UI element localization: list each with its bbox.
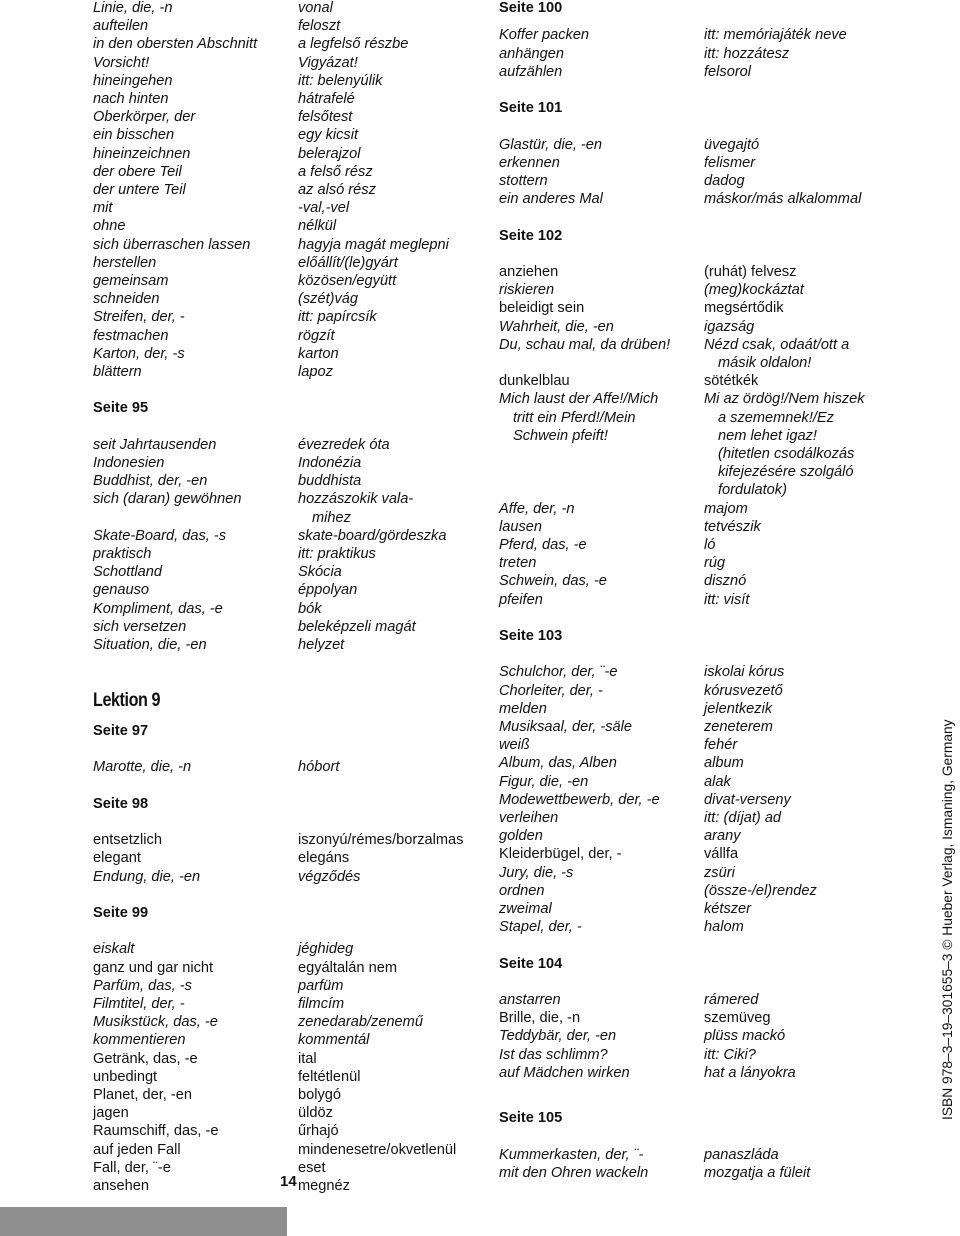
german-term: Kompliment, das, -e: [93, 600, 223, 617]
german-term: festmachen: [93, 327, 169, 344]
german-term: entsetzlich: [93, 832, 162, 849]
hungarian-translation: mihez: [312, 509, 351, 526]
hungarian-translation: bók: [298, 600, 322, 617]
hungarian-translation: hozzászokik vala-: [298, 491, 414, 508]
german-term: blättern: [93, 364, 142, 380]
section-heading: Seite 98: [93, 795, 149, 812]
german-term: ein anderes Mal: [499, 191, 603, 208]
section-heading: Seite 100: [499, 0, 563, 16]
hungarian-translation: disznó: [704, 573, 747, 590]
german-term: Buddhist, der, -en: [93, 473, 208, 490]
hungarian-translation: egyáltalán nem: [298, 959, 397, 976]
german-term: Stapel, der, -: [499, 919, 582, 936]
german-term: aufteilen: [93, 18, 149, 35]
hungarian-translation: buddhista: [298, 473, 362, 490]
german-term: hineinzeichnen: [93, 145, 191, 162]
hungarian-translation: másik oldalon!: [718, 354, 812, 371]
german-term: Teddybär, der, -en: [499, 1028, 617, 1045]
german-term: Raumschiff, das, -e: [93, 1123, 219, 1140]
hungarian-translation: felismer: [704, 154, 756, 171]
hungarian-translation: felsőtest: [298, 109, 353, 126]
german-term: Chorleiter, der, -: [499, 682, 603, 699]
german-term: hineingehen: [93, 72, 173, 89]
hungarian-translation: zsüri: [704, 864, 735, 881]
hungarian-translation: szemüveg: [704, 1010, 771, 1027]
german-term: Du, schau mal, da drüben!: [499, 336, 671, 353]
german-term: treten: [499, 555, 537, 572]
german-term: Indonesien: [93, 455, 165, 471]
german-term: der untere Teil: [93, 182, 186, 198]
hungarian-translation: végződés: [298, 868, 361, 885]
hungarian-translation: a szememnek!/Ez: [718, 409, 834, 426]
german-term: Filmtitel, der, -: [93, 995, 185, 1012]
german-term: ansehen: [93, 1177, 149, 1194]
german-term: anhängen: [499, 45, 564, 62]
hungarian-translation: itt: visít: [704, 591, 750, 608]
hungarian-translation: nem lehet igaz!: [718, 427, 817, 444]
german-term: Planet, der, -en: [93, 1086, 192, 1103]
hungarian-translation: karton: [298, 345, 339, 362]
hungarian-translation: megsértődik: [704, 300, 784, 317]
german-term: Glastür, die, -en: [499, 136, 603, 153]
german-term: seit Jahrtausenden: [93, 436, 217, 453]
hungarian-translation: máskor/más alkalommal: [704, 191, 862, 208]
hungarian-translation: rúg: [704, 555, 726, 572]
hungarian-translation: kifejezésére szolgáló: [718, 464, 854, 481]
german-term: Musiksaal, der, -säle: [499, 718, 633, 735]
german-term: erkennen: [499, 154, 560, 171]
hungarian-translation: itt: papírcsík: [298, 309, 377, 326]
german-term: Schwein, das, -e: [499, 573, 607, 590]
german-term: sich überraschen lassen: [93, 236, 251, 253]
hungarian-translation: hagyja magát meglepni: [298, 236, 449, 253]
german-term: sich versetzen: [93, 618, 187, 635]
hungarian-translation: feloszt: [298, 18, 341, 35]
german-term: lausen: [499, 518, 543, 535]
german-term: Karton, der, -s: [93, 345, 185, 362]
hungarian-translation: helyzet: [298, 637, 345, 653]
hungarian-translation: parfüm: [298, 977, 344, 994]
german-term: Schulchor, der, ¨-e: [499, 664, 618, 681]
hungarian-translation: kétszer: [704, 900, 752, 917]
german-term: Endung, die, -en: [93, 868, 201, 885]
german-term: Wahrheit, die, -en: [499, 318, 614, 335]
hungarian-translation: fehér: [704, 737, 738, 754]
hungarian-translation: (ruhát) felvesz: [704, 263, 797, 280]
hungarian-translation: panaszláda: [704, 1146, 779, 1163]
german-term: anstarren: [499, 991, 561, 1008]
hungarian-translation: halom: [704, 919, 744, 936]
hungarian-translation: megnéz: [298, 1177, 350, 1194]
hungarian-translation: a felső rész: [298, 163, 373, 180]
german-term: Fall, der, ¨-e: [93, 1159, 171, 1176]
page-number: 14: [280, 1173, 297, 1190]
german-term: mit: [93, 200, 113, 217]
german-term: Getränk, das, -e: [93, 1050, 198, 1067]
hungarian-translation: eset: [298, 1159, 326, 1176]
german-term: Modewettbewerb, der, -e: [499, 791, 660, 808]
hungarian-translation: évezredek óta: [298, 436, 390, 453]
german-term: mit den Ohren wackeln: [499, 1164, 649, 1181]
german-term: aufzählen: [499, 63, 563, 80]
german-term: tritt ein Pferd!/Mein: [513, 409, 636, 426]
hungarian-translation: mindenesetre/okvetlenül: [298, 1141, 457, 1158]
hungarian-translation: zeneterem: [704, 718, 773, 735]
hungarian-translation: feltétlenül: [298, 1068, 361, 1085]
german-term: golden: [499, 828, 543, 845]
section-heading: Seite 102: [499, 227, 563, 244]
german-term: Affe, der, -n: [499, 500, 575, 517]
hungarian-translation: zenedarab/zenemű: [298, 1014, 423, 1031]
german-term: auf jeden Fall: [93, 1141, 181, 1158]
german-term: genauso: [93, 582, 149, 599]
german-term: beleidigt sein: [499, 300, 585, 317]
hungarian-translation: sötétkék: [704, 373, 759, 390]
hungarian-translation: tetvészik: [704, 518, 761, 535]
hungarian-translation: hátrafelé: [298, 91, 355, 107]
german-term: Situation, die, -en: [93, 637, 207, 653]
german-term: Pferd, das, -e: [499, 536, 587, 553]
hungarian-translation: Skócia: [298, 564, 342, 581]
hungarian-translation: album: [704, 755, 744, 772]
german-term: eiskalt: [93, 941, 135, 958]
german-term: Oberkörper, der: [93, 109, 196, 126]
hungarian-translation: ló: [704, 536, 716, 553]
hungarian-translation: hat a lányokra: [704, 1064, 796, 1081]
hungarian-translation: Indonézia: [298, 455, 362, 471]
hungarian-translation: mozgatja a füleit: [704, 1164, 811, 1181]
german-term: Album, das, Alben: [499, 755, 617, 772]
hungarian-translation: rögzít: [298, 327, 335, 344]
hungarian-translation: bolygó: [298, 1086, 342, 1103]
german-term: Schottland: [93, 564, 162, 581]
german-term: herstellen: [93, 254, 157, 271]
hungarian-translation: az alsó rész: [298, 182, 376, 198]
lesson-heading: Lektion 9: [93, 689, 161, 711]
hungarian-translation: arany: [704, 828, 741, 845]
german-term: Parfüm, das, -s: [93, 977, 192, 994]
hungarian-translation: éppolyan: [298, 582, 358, 599]
hungarian-translation: alak: [704, 773, 731, 790]
hungarian-translation: divat-verseny: [704, 791, 791, 808]
german-term: jagen: [93, 1105, 129, 1122]
german-term: elegant: [93, 850, 141, 867]
hungarian-translation: iskolai kórus: [704, 664, 785, 681]
hungarian-translation: itt: (díjat) ad: [704, 809, 782, 826]
german-term: Ist das schlimm?: [499, 1046, 608, 1063]
german-term: auf Mädchen wirken: [499, 1064, 630, 1081]
german-term: Schwein pfeift!: [513, 427, 608, 444]
german-term: nach hinten: [93, 91, 169, 107]
hungarian-translation: nélkül: [298, 218, 337, 235]
hungarian-translation: lapoz: [298, 364, 333, 380]
hungarian-translation: majom: [704, 500, 748, 517]
hungarian-translation: itt: Ciki?: [704, 1046, 756, 1063]
hungarian-translation: filmcím: [298, 995, 345, 1012]
german-term: anziehen: [499, 263, 559, 280]
hungarian-translation: beleképzeli magát: [298, 618, 416, 635]
german-term: Vorsicht!: [93, 54, 150, 71]
german-term: in den obersten Abschnitt: [93, 36, 258, 53]
hungarian-translation: ital: [298, 1050, 317, 1067]
hungarian-translation: igazság: [704, 318, 755, 335]
hungarian-translation: közösen/együtt: [298, 273, 397, 289]
section-heading: Seite 104: [499, 955, 563, 972]
german-term: der obere Teil: [93, 163, 182, 180]
hungarian-translation: itt: belenyúlik: [298, 72, 383, 89]
german-term: Jury, die, -s: [499, 864, 574, 881]
hungarian-translation: felsorol: [704, 63, 752, 80]
hungarian-translation: üldöz: [298, 1105, 333, 1122]
german-term: stottern: [499, 172, 548, 189]
german-term: Koffer packen: [499, 27, 590, 44]
hungarian-translation: (szét)vág: [298, 291, 359, 308]
hungarian-translation: (meg)kockáztat: [704, 282, 804, 299]
hungarian-translation: hóbort: [298, 759, 340, 776]
hungarian-translation: fordulatok): [718, 482, 787, 499]
section-heading: Seite 97: [93, 722, 149, 739]
hungarian-translation: űrhajó: [298, 1123, 339, 1140]
german-term: kommentieren: [93, 1032, 186, 1049]
hungarian-translation: belerajzol: [298, 145, 361, 162]
section-heading: Seite 99: [93, 904, 149, 921]
german-term: gemeinsam: [93, 273, 169, 289]
german-term: Musikstück, das, -e: [93, 1014, 218, 1031]
german-term: Linie, die, -n: [93, 0, 173, 16]
hungarian-translation: vállfa: [704, 846, 739, 863]
hungarian-translation: rámered: [704, 991, 759, 1008]
section-heading: Seite 101: [499, 100, 563, 117]
hungarian-translation: elegáns: [298, 850, 350, 867]
hungarian-translation: kommentál: [298, 1032, 370, 1049]
german-term: ordnen: [499, 882, 545, 899]
hungarian-translation: jéghideg: [298, 941, 354, 958]
footer-gray-bar: [0, 1207, 287, 1236]
german-term: praktisch: [93, 546, 152, 562]
hungarian-translation: iszonyú/rémes/borzalmas: [298, 832, 464, 849]
hungarian-translation: Nézd csak, odaát/ott a: [704, 336, 850, 353]
german-term: Kleiderbügel, der, -: [499, 846, 622, 863]
german-term: melden: [499, 700, 547, 717]
section-heading: Seite 103: [499, 627, 563, 644]
german-term: ganz und gar nicht: [93, 959, 214, 976]
hungarian-translation: egy kicsit: [298, 127, 359, 144]
hungarian-translation: itt: memóriajáték neve: [704, 27, 847, 44]
hungarian-translation: üvegajtó: [704, 136, 760, 153]
hungarian-translation: Mi az ördög!/Nem hiszek: [704, 391, 865, 408]
hungarian-translation: plüss mackó: [704, 1028, 786, 1045]
german-term: Marotte, die, -n: [93, 759, 192, 776]
german-term: Mich laust der Affe!/Mich: [499, 391, 659, 408]
german-term: Brille, die, -n: [499, 1010, 581, 1027]
german-term: ein bisschen: [93, 127, 175, 144]
section-heading: Seite 105: [499, 1110, 563, 1127]
hungarian-translation: jelentkezik: [704, 700, 773, 717]
german-term: dunkelblau: [499, 373, 570, 390]
hungarian-translation: Vigyázat!: [298, 54, 358, 71]
german-term: Streifen, der, -: [93, 309, 185, 326]
hungarian-translation: (hitetlen csodálkozás: [718, 445, 855, 462]
hungarian-translation: -val,-vel: [298, 200, 350, 217]
german-term: Skate-Board, das, -s: [93, 527, 227, 544]
isbn-copyright: ISBN 978–3–19–301655–3 © Hueber Verlag, Ismaning, Germany: [940, 719, 955, 1120]
german-term: zweimal: [499, 900, 552, 917]
hungarian-translation: vonal: [298, 0, 333, 16]
german-term: riskieren: [499, 282, 555, 299]
german-term: ohne: [93, 218, 126, 235]
german-term: Figur, die, -en: [499, 773, 589, 790]
german-term: sich (daran) gewöhnen: [93, 491, 242, 508]
german-term: unbedingt: [93, 1068, 158, 1085]
hungarian-translation: dadog: [704, 172, 745, 189]
hungarian-translation: a legfelső részbe: [298, 36, 409, 53]
german-term: Kummerkasten, der, ¨-: [499, 1146, 644, 1163]
german-term: verleihen: [499, 809, 559, 826]
hungarian-translation: itt: praktikus: [298, 546, 376, 562]
german-term: pfeifen: [499, 591, 543, 608]
hungarian-translation: (össze-/el)rendez: [704, 882, 817, 899]
hungarian-translation: itt: hozzátesz: [704, 45, 790, 62]
section-heading: Seite 95: [93, 400, 149, 417]
hungarian-translation: skate-board/gördeszka: [298, 527, 447, 544]
hungarian-translation: kórusvezető: [704, 682, 783, 699]
hungarian-translation: előállít/(le)gyárt: [298, 254, 398, 271]
german-term: weiß: [499, 737, 530, 754]
german-term: schneiden: [93, 291, 160, 308]
